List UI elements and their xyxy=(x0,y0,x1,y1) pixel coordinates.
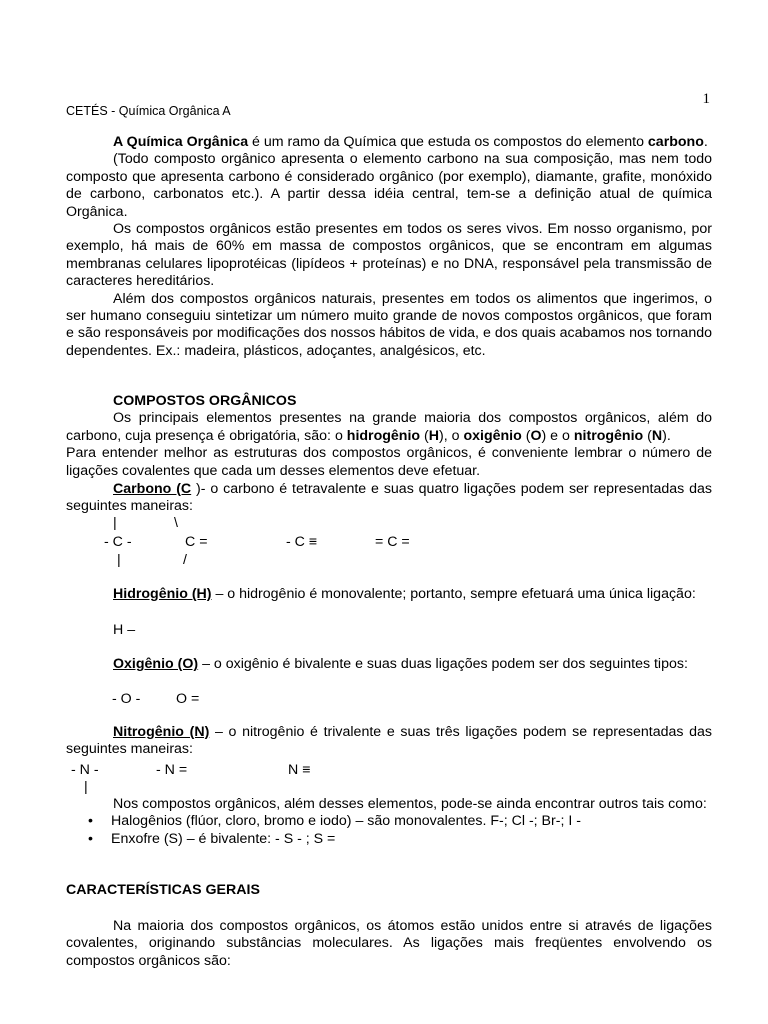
symbol-h: H xyxy=(428,427,439,444)
bond-vertical-bottom: | xyxy=(117,552,121,568)
compostos-paragraph-2: Para entender melhor as estruturas dos compostos orgânicos, é conveniente lembrar o número de ligações covalentes que cada um desses elementos deve efetuar. xyxy=(66,445,712,479)
caracteristicas-body xyxy=(66,918,712,970)
bond-vertical-top: | xyxy=(113,515,117,531)
carbono-label: Carbono (C xyxy=(113,481,192,497)
page-number: 1 xyxy=(702,91,710,107)
paren: ). xyxy=(662,427,671,444)
document-header: CETÉS - Química Orgânica A xyxy=(66,104,231,118)
compostos-text: Os principais elementos presentes na grande maioria dos compostos orgânicos, além do carbono, cuja presença é obrigatória, são: o xyxy=(66,410,712,444)
term-quimica-organica: A Química Orgânica xyxy=(113,134,249,150)
section-title-caracteristicas: CARACTERÍSTICAS GERAIS xyxy=(66,882,260,898)
bond-diagonal-bottom: / xyxy=(183,552,187,568)
paren: ( xyxy=(643,427,652,444)
formula-c-triple: - C ≡ xyxy=(286,534,318,550)
intro-end: . xyxy=(703,134,708,150)
hidrogenio-label: Hidrogênio (H) xyxy=(113,586,212,602)
paren: ), o xyxy=(439,427,464,444)
list-item xyxy=(66,831,712,848)
compostos-paragraph-1 xyxy=(66,410,712,445)
hidrogenio-section xyxy=(66,586,712,603)
symbol-o: O xyxy=(530,427,542,444)
caracteristicas-paragraph: Na maioria dos compostos orgânicos, os átomos estão unidos entre si através de ligações covalentes, originando substâncias moleculares. As ligações mais freqüentes envolvendo os compostos orgânicos são: xyxy=(66,918,712,969)
bond-n-vertical: | xyxy=(84,779,88,795)
list-item xyxy=(66,813,712,830)
oxigenio-label: Oxigênio (O) xyxy=(113,656,199,672)
intro-section xyxy=(66,134,712,360)
formula-n-single: - N - xyxy=(71,762,99,778)
nitrogenio-section xyxy=(66,724,712,759)
term-oxigenio: oxigênio xyxy=(463,427,522,444)
oxigenio-section xyxy=(66,656,712,673)
carbono-paragraph xyxy=(66,481,712,516)
list-item-text: Enxofre (S) – é bivalente: - S - ; S = xyxy=(111,830,336,847)
oxigenio-text: – o oxigênio é bivalente e suas duas ligações podem ser dos seguintes tipos: xyxy=(198,656,688,672)
formula-h: H – xyxy=(113,622,136,638)
bullet-icon: • xyxy=(88,813,93,830)
intro-paragraph-3: Os compostos orgânicos estão presentes em todos os seres vivos. Em nosso organismo, por exemplo, há mais de 60% em massa de compostos orgânicos, que se encontram em algumas membranas celulares lipoprotéicas (lipídeos + proteínas) e no DNA, responsável pela transmissão de caracteres hereditários. xyxy=(66,221,712,290)
paren: ) e o xyxy=(541,427,574,444)
carbono-formulas xyxy=(66,515,712,570)
list-item-text: Halogênios (flúor, cloro, bromo e iodo) – são monovalentes. F-; Cl -; Br-; I - xyxy=(111,813,581,830)
bullet-icon: • xyxy=(88,830,93,847)
compostos-section xyxy=(66,393,712,480)
intro-paragraph-1 xyxy=(66,134,712,151)
section-title-compostos: COMPOSTOS ORGÂNICOS xyxy=(113,393,297,409)
carbono-section xyxy=(66,481,712,516)
outros-section xyxy=(66,796,712,848)
nitrogenio-paragraph xyxy=(66,724,712,759)
elements-list xyxy=(66,813,712,848)
nitrogenio-label: Nitrogênio (N) xyxy=(113,724,210,740)
formula-c-double-double: = C = xyxy=(375,534,410,550)
bond-diagonal-top: \ xyxy=(174,515,178,531)
intro-paragraph-4: Além dos compostos orgânicos naturais, presentes em todos os alimentos que ingerimos, o ser humano conseguiu sintetizar um número muito grande de novos compostos orgânicos, que foram e são responsáveis por modificações dos nossos hábitos de vida, e dos quais acabamos nos tornando dependentes. Ex.: madeira, plásticos, adoçantes, analgésicos, etc. xyxy=(66,290,712,359)
formula-n-triple: N ≡ xyxy=(288,762,311,778)
caracteristicas-section xyxy=(66,882,712,899)
formula-o-double: O = xyxy=(176,691,200,707)
hidrogenio-text: – o hidrogênio é monovalente; portanto, sempre efetuará uma única ligação: xyxy=(211,586,696,602)
paren: ( xyxy=(420,427,429,444)
term-carbono: carbono xyxy=(647,134,704,150)
paren: ( xyxy=(521,427,531,444)
oxigenio-paragraph xyxy=(66,656,712,673)
formula-o-single: - O - xyxy=(112,691,141,707)
term-hidrogenio: hidrogênio xyxy=(346,427,421,444)
nitrogenio-text: – o nitrogênio é trivalente e suas três ligações podem se representadas das seguintes maneiras: xyxy=(66,724,712,758)
intro-paragraph-2: (Todo composto orgânico apresenta o elemento carbono na sua composição, mas nem todo composto que apresenta carbono é considerado orgânico (por exemplo), diamante, grafite, monóxido de carbono, carbonatos etc.). A partir dessa idéia central, tem-se a definição atual de química Orgânica. xyxy=(66,151,712,220)
formula-c-double: C = xyxy=(185,534,208,550)
symbol-n: N xyxy=(651,427,663,444)
carbono-text: )- o carbono é tetravalente e suas quatro ligações podem ser representadas das seguintes maneiras: xyxy=(66,481,712,515)
formula-c-single: - C - xyxy=(104,534,132,550)
outros-paragraph: Nos compostos orgânicos, além desses elementos, pode-se ainda encontrar outros tais como: xyxy=(113,796,707,812)
intro-text: é um ramo da Química que estuda os compostos do elemento xyxy=(248,134,648,150)
formula-n-double: - N = xyxy=(156,762,188,778)
hidrogenio-paragraph xyxy=(66,586,712,603)
term-nitrogenio: nitrogênio xyxy=(573,427,644,444)
